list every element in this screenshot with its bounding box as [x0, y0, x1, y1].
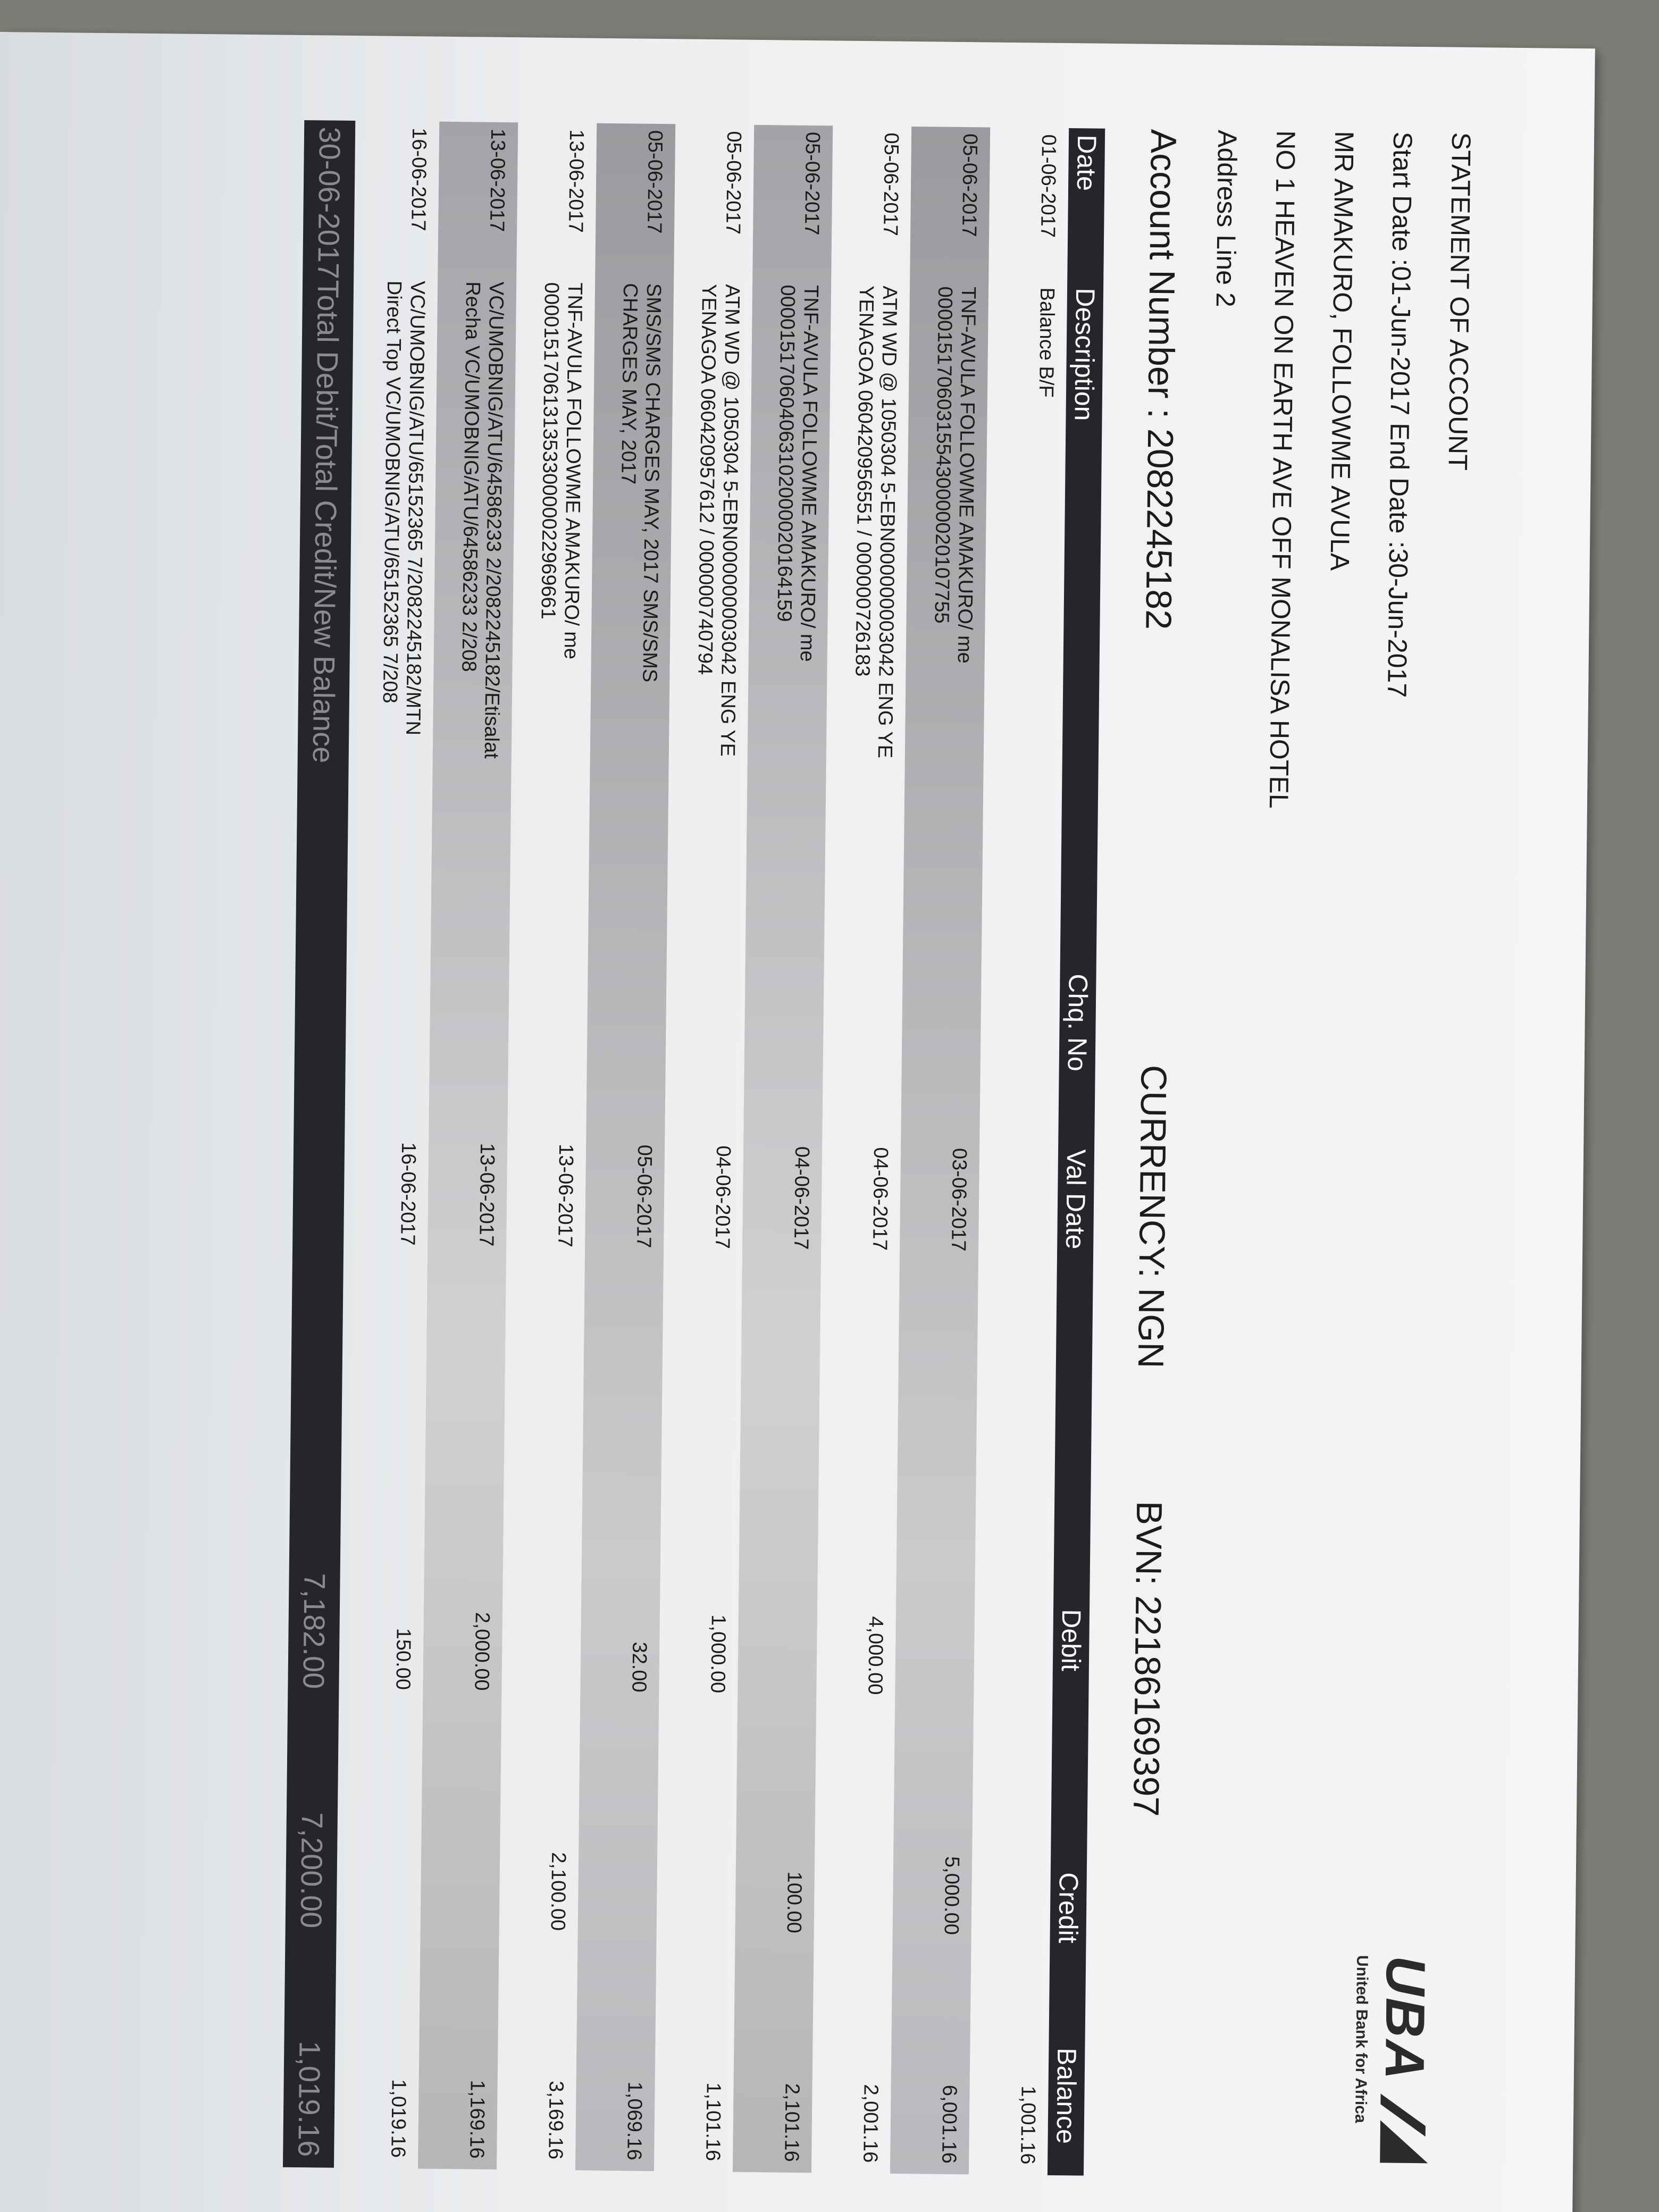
- description-line-1: VC/UMOBNIG/ATU/65152365 7/2082245182/MTN: [401, 281, 429, 736]
- col-date: Date: [1071, 135, 1102, 191]
- footer-label: Total Debit/Total Credit/New Balance: [306, 280, 346, 764]
- description-line-2: YENAGOA 060420957612 / 000000740794: [693, 283, 720, 675]
- cell-val-date: 16-06-2017: [396, 1142, 420, 1246]
- description-line-2: Recha VC/UMOBNIG/ATU/64586233 2/208: [457, 281, 484, 672]
- cell-balance: 1,169.16: [465, 2080, 489, 2159]
- cell-date: 05-06-2017: [722, 131, 745, 235]
- footer-total-credit: 7,200.00: [294, 1812, 329, 1929]
- cell-val-date: 13-06-2017: [554, 1144, 577, 1247]
- description-line-2: CHARGES MAY, 2017: [617, 283, 642, 485]
- cell-date: 05-06-2017: [958, 133, 982, 237]
- cell-description: [536, 282, 586, 660]
- cell-balance: 1,001.16: [1016, 2085, 1040, 2165]
- address-line-2: Address Line 2: [1210, 129, 1243, 308]
- description-line-1: ATM WD @ 1050304 5-EBN000000003042 ENG YE: [716, 284, 744, 757]
- statement-document: [20, 118, 1477, 2212]
- cell-debit: 1,000.00: [706, 1614, 730, 1694]
- cell-date: 01-06-2017: [1036, 134, 1060, 238]
- description-line-1: TNF-AVULA FOLLOWME AMAKURO/ me: [795, 284, 823, 662]
- cell-description: [614, 283, 665, 682]
- col-credit: Credit: [1053, 1872, 1084, 1943]
- cell-date: 13-06-2017: [564, 129, 588, 233]
- cell-debit: 150.00: [391, 1628, 415, 1690]
- footer-total-debit: 7,182.00: [297, 1573, 332, 1689]
- cell-credit: 100.00: [782, 1871, 806, 1934]
- statement-title: STATEMENT OF ACCOUNT: [1443, 132, 1477, 471]
- bvn: BVN: 22186169397: [1125, 1501, 1170, 1817]
- cell-balance: 3,169.16: [544, 2081, 567, 2160]
- cell-debit: [808, 1588, 809, 1694]
- statement-paper: [0, 32, 1595, 2212]
- customer-name: MR AMAKURO, FOLLOWME AVULA: [1325, 131, 1360, 571]
- cell-date: 05-06-2017: [643, 130, 667, 234]
- cell-balance: 1,101.16: [701, 2082, 725, 2161]
- cell-date: 13-06-2017: [485, 128, 509, 232]
- cell-date: 05-06-2017: [879, 132, 903, 237]
- cell-balance: 1,019.16: [387, 2079, 410, 2158]
- cell-debit: [1044, 1590, 1045, 1697]
- description-line-2: 000015170604063102000020164159: [773, 284, 799, 622]
- cell-description: [456, 281, 508, 759]
- cell-val-date: 04-06-2017: [868, 1147, 892, 1251]
- cell-credit: [884, 1828, 885, 1934]
- cell-description: [772, 284, 823, 662]
- cell-description: [929, 286, 980, 664]
- cell-description: [378, 281, 429, 736]
- col-description: Description: [1069, 288, 1101, 421]
- cell-description: [850, 286, 901, 758]
- cell-debit: 2,000.00: [470, 1612, 493, 1691]
- cell-credit: [412, 1823, 413, 1929]
- cell-val-date: 05-06-2017: [632, 1144, 656, 1249]
- table-body: [339, 121, 1069, 2175]
- cell-val-date: 04-06-2017: [711, 1145, 735, 1249]
- cell-balance: 6,001.16: [937, 2084, 961, 2164]
- account-info-line: [1125, 129, 1185, 1817]
- cell-description: [1034, 287, 1059, 397]
- cell-balance: 1,069.16: [623, 2081, 646, 2160]
- account-number: Account Number : 2082245182: [1138, 129, 1184, 630]
- currency: CURRENCY: NGN: [1130, 1065, 1174, 1369]
- cell-credit: [491, 1824, 492, 1930]
- description-line-1: ATM WD @ 1050304 5-EBN000000003042 ENG YE: [873, 286, 901, 759]
- col-debit: Debit: [1055, 1608, 1087, 1672]
- cell-date: 05-06-2017: [800, 131, 824, 236]
- description-line-1: SMS/SMS CHARGES MAY, 2017 SMS/SMS: [638, 283, 665, 683]
- description-line-2: 000015170603155430000020107755: [930, 286, 957, 624]
- cell-credit: 2,100.00: [546, 1852, 570, 1931]
- cell-debit: 4,000.00: [864, 1616, 887, 1695]
- cell-balance: 2,101.16: [780, 2083, 803, 2163]
- logo-wordmark: UBA: [1373, 1955, 1437, 2082]
- logo-subtitle: United Bank for Africa: [1351, 1955, 1371, 2123]
- footer-new-balance: 1,019.16: [292, 2040, 327, 2157]
- cell-credit: [727, 1826, 728, 1933]
- cell-credit: [1042, 1830, 1043, 1936]
- col-balance: Balance: [1051, 2047, 1082, 2144]
- cell-val-date: 04-06-2017: [790, 1146, 814, 1250]
- description-line-1: Balance B/F: [1034, 287, 1059, 398]
- cell-date: 16-06-2017: [407, 128, 431, 231]
- cell-credit: 5,000.00: [940, 1856, 963, 1936]
- cell-debit: [572, 1585, 573, 1691]
- cell-debit: [965, 1589, 966, 1696]
- bank-logo: [1328, 1955, 1437, 2211]
- description-line-1: TNF-AVULA FOLLOWME AMAKURO/ me: [953, 286, 980, 664]
- cell-balance: 2,001.16: [859, 2084, 882, 2163]
- logo-mark-icon: [1377, 2088, 1431, 2168]
- description-line-2: 000015170613135330000022969661: [537, 282, 563, 620]
- description-line-1: TNF-AVULA FOLLOWME AMAKURO/ me: [559, 282, 586, 660]
- cell-debit: 32.00: [627, 1641, 651, 1692]
- description-line-1: VC/UMOBNIG/ATU/64586233 2/2082245182/Etisalat: [480, 281, 508, 759]
- footer-date: 30-06-2017: [312, 127, 347, 280]
- cell-description: [692, 284, 744, 757]
- cell-val-date: 03-06-2017: [947, 1147, 971, 1252]
- description-line-2: YENAGOA 060420956551 / 000000726183: [851, 285, 878, 677]
- statement-period: Start Date :01-Jun-2017 End Date :30-Jun-2017: [1382, 131, 1418, 698]
- cell-val-date: 13-06-2017: [475, 1143, 499, 1247]
- col-val-date: Val Date: [1060, 1149, 1092, 1250]
- address-line-1: NO 1 HEAVEN ON EARTH AVE OFF MONALISA HOTEL: [1263, 130, 1301, 809]
- col-chq-no: Chq. No: [1062, 974, 1093, 1072]
- cell-credit: [648, 1825, 649, 1932]
- description-line-2: Direct Top VC/UMOBNIG/ATU/65152365 7/208: [378, 280, 406, 703]
- transactions-table: [283, 120, 1105, 2176]
